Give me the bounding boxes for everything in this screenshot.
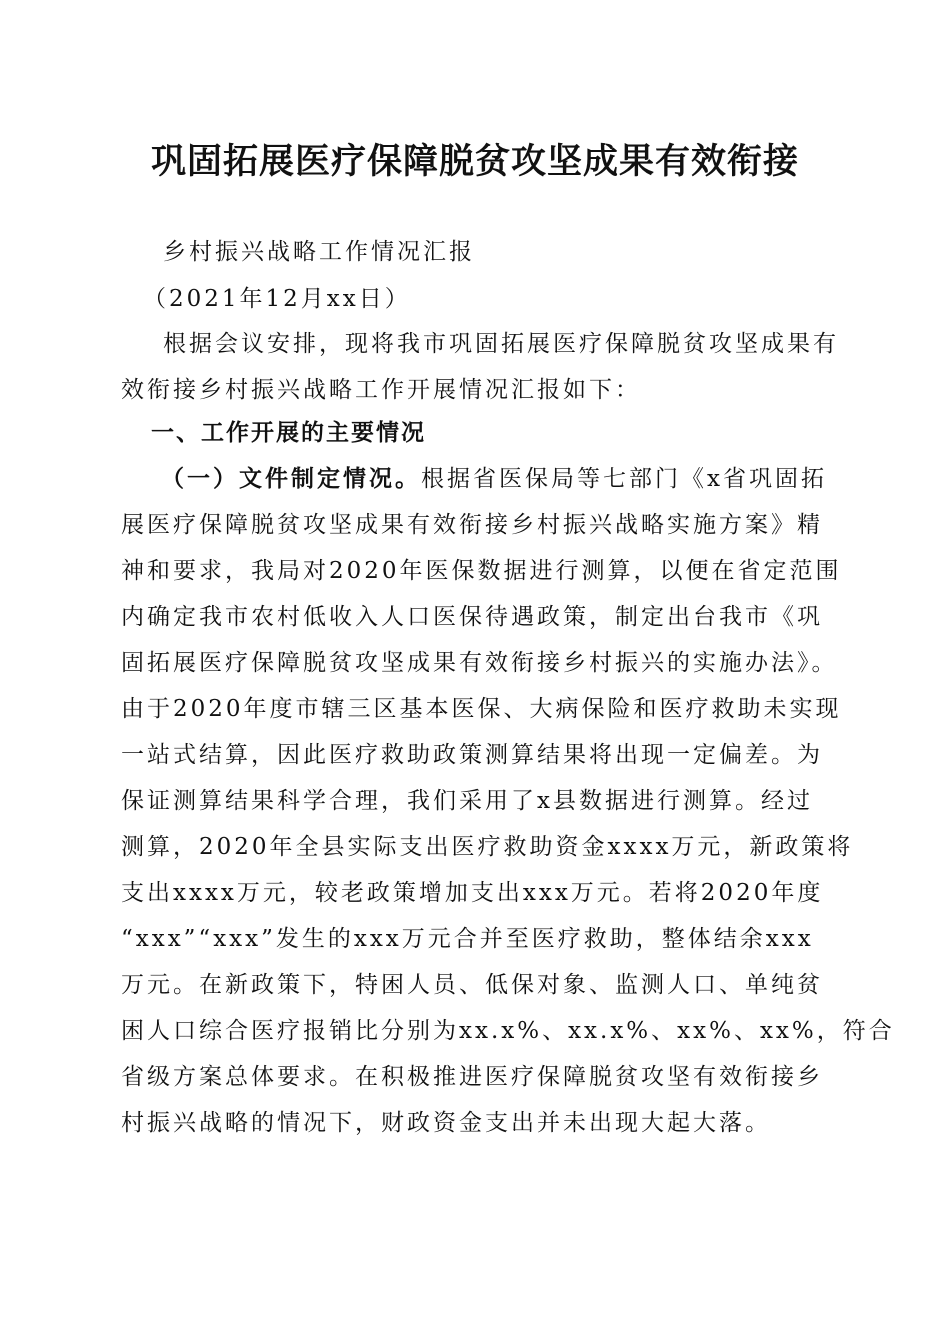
section-heading <box>121 410 833 456</box>
intro-line: 效衔接乡村振兴战略工作开展情况汇报如下： <box>121 377 641 403</box>
document-title: 巩固拓展医疗保障脱贫攻坚成果有效衔接 <box>150 141 799 182</box>
first-line-rest: 根据省医保局等七部门《x省巩固拓 <box>421 466 827 492</box>
paragraph-line: 展医疗保障脱贫攻坚成果有效衔接乡村振兴战略实施方案》精 <box>121 512 823 538</box>
subsection-lead: （一）文件制定情况。 <box>161 466 421 492</box>
date-line: （2021年12月xx日） <box>143 286 411 312</box>
document-subtitle <box>121 229 833 275</box>
paragraph-line: 测算，2020年全县实际支出医疗救助资金xxxx万元，新政策将 <box>121 834 854 860</box>
paragraph-line: 由于2020年度市辖三区基本医保、大病保险和医疗救助未实现 <box>121 696 842 722</box>
intro-paragraph <box>121 321 839 413</box>
subtitle-line: 乡村振兴战略工作情况汇报 <box>163 239 475 265</box>
paragraph-line: 村振兴战略的情况下，财政资金支出并未出现大起大落。 <box>121 1110 771 1136</box>
paragraph-first-line <box>121 456 833 502</box>
paragraph-line: 内确定我市农村低收入人口医保待遇政策，制定出台我市《巩 <box>121 604 823 630</box>
intro-line: 根据会议安排，现将我市巩固拓展医疗保障脱贫攻坚成果有 <box>163 331 839 357</box>
document-date <box>121 276 833 322</box>
paragraph-line: 保证测算结果科学合理，我们采用了x县数据进行测算。经过 <box>121 788 813 814</box>
paragraph-line: 固拓展医疗保障脱贫攻坚成果有效衔接乡村振兴的实施办法》。 <box>121 650 838 676</box>
heading-line: 一、工作开展的主要情况 <box>151 420 426 446</box>
paragraph-line: 万元。在新政策下，特困人员、低保对象、监测人口、单纯贫 <box>121 972 823 998</box>
paragraph-line: 省级方案总体要求。在积极推进医疗保障脱贫攻坚有效衔接乡 <box>121 1064 823 1090</box>
paragraph-line: 困人口综合医疗报销比分别为xx.x%、xx.x%、xx%、xx%，符合 <box>121 1018 895 1044</box>
paragraph-line: “xxx”“xxx”发生的xxx万元合并至医疗救助，整体结余xxx <box>121 926 814 952</box>
paragraph-line: 一站式结算，因此医疗救助政策测算结果将出现一定偏差。为 <box>121 742 823 768</box>
section-paragraph <box>121 456 895 1146</box>
paragraph-line: 神和要求，我局对2020年医保数据进行测算，以便在省定范围 <box>121 558 842 584</box>
paragraph-line: 支出xxxx万元，较老政策增加支出xxx万元。若将2020年度 <box>121 880 824 906</box>
